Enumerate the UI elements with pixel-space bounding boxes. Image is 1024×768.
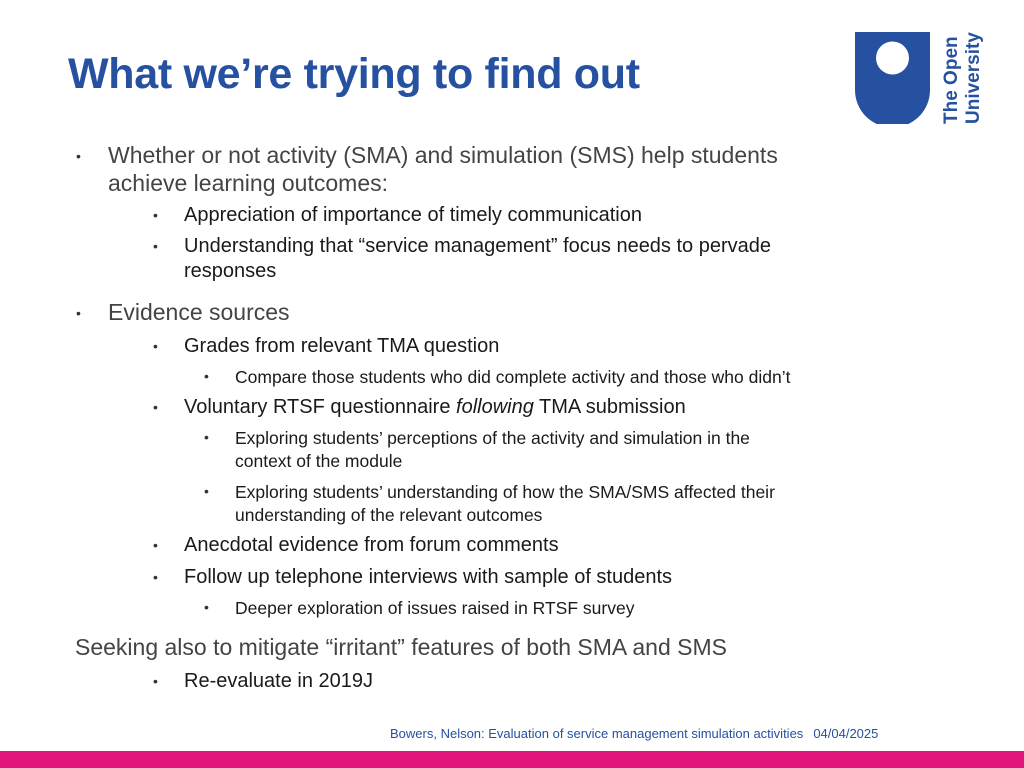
bullet-marker: • — [204, 368, 209, 384]
bullet-marker: • — [153, 569, 158, 585]
bullet-voluntary-pre: Voluntary RTSF questionnaire — [184, 396, 457, 418]
bullet-marker: • — [153, 238, 158, 254]
logo-text: The Open University — [941, 32, 984, 124]
bullet-grades: Grades from relevant TMA question — [184, 335, 500, 357]
bullet-understanding-line2: responses — [184, 260, 277, 282]
bullet-marker: • — [153, 399, 158, 415]
bullet-anecdotal: Anecdotal evidence from forum comments — [184, 534, 559, 556]
bullet-whether-line2: achieve learning outcomes: — [108, 170, 388, 196]
bullet-marker: • — [153, 673, 158, 689]
footer — [390, 726, 878, 741]
bullet-compare: Compare those students who did complete activity and those who didn’t — [235, 367, 791, 387]
bullet-voluntary-rtsf — [184, 395, 686, 420]
bullet-re-evaluate: Re-evaluate in 2019J — [184, 670, 374, 692]
bullet-understanding-line1: Understanding that “service management” focus needs to pervade — [184, 235, 772, 257]
bullet-voluntary-emphasis: following — [456, 396, 534, 418]
bullet-evidence-sources: Evidence sources — [108, 299, 290, 325]
bullet-deeper-exploration: Deeper exploration of issues raised in RTSF survey — [235, 598, 635, 618]
bullet-marker: • — [153, 537, 158, 553]
open-university-logo — [855, 32, 995, 124]
bullet-marker: • — [153, 207, 158, 223]
bullet-marker: • — [204, 429, 209, 445]
footer-bar — [0, 751, 1024, 768]
bullet-exploring-perceptions-line2: context of the module — [235, 451, 403, 471]
bullet-understanding — [184, 234, 771, 284]
bullet-exploring-understanding-line1: Exploring students’ understanding of how the SMA/SMS affected their — [235, 482, 775, 502]
bullet-whether-line1: Whether or not activity (SMA) and simulation (SMS) help students — [108, 142, 778, 168]
bullet-exploring-perceptions-line1: Exploring students’ perceptions of the activity and simulation in the — [235, 428, 750, 448]
bullet-voluntary-post: TMA submission — [533, 396, 686, 418]
bullet-exploring-understanding — [235, 481, 775, 527]
bullet-whether — [108, 141, 778, 197]
bullet-marker: • — [76, 305, 81, 321]
bullet-exploring-understanding-line2: understanding of the relevant outcomes — [235, 505, 543, 525]
logo-circle-icon — [876, 42, 909, 75]
bullet-exploring-perceptions — [235, 427, 750, 473]
seeking-statement: Seeking also to mitigate “irritant” features of both SMA and SMS — [75, 634, 727, 660]
bullet-marker: • — [204, 599, 209, 615]
footer-date: 04/04/2025 — [813, 726, 879, 741]
footer-citation: Bowers, Nelson: Evaluation of service management simulation activities — [390, 726, 804, 741]
bullet-marker: • — [76, 148, 81, 164]
logo-text-line2: University — [963, 32, 984, 124]
bullet-marker: • — [204, 483, 209, 499]
bullet-follow-up: Follow up telephone interviews with sample of students — [184, 566, 673, 588]
slide-title: What we’re trying to find out — [68, 50, 640, 98]
bullet-marker: • — [153, 338, 158, 354]
bullet-appreciation: Appreciation of importance of timely communication — [184, 204, 642, 226]
